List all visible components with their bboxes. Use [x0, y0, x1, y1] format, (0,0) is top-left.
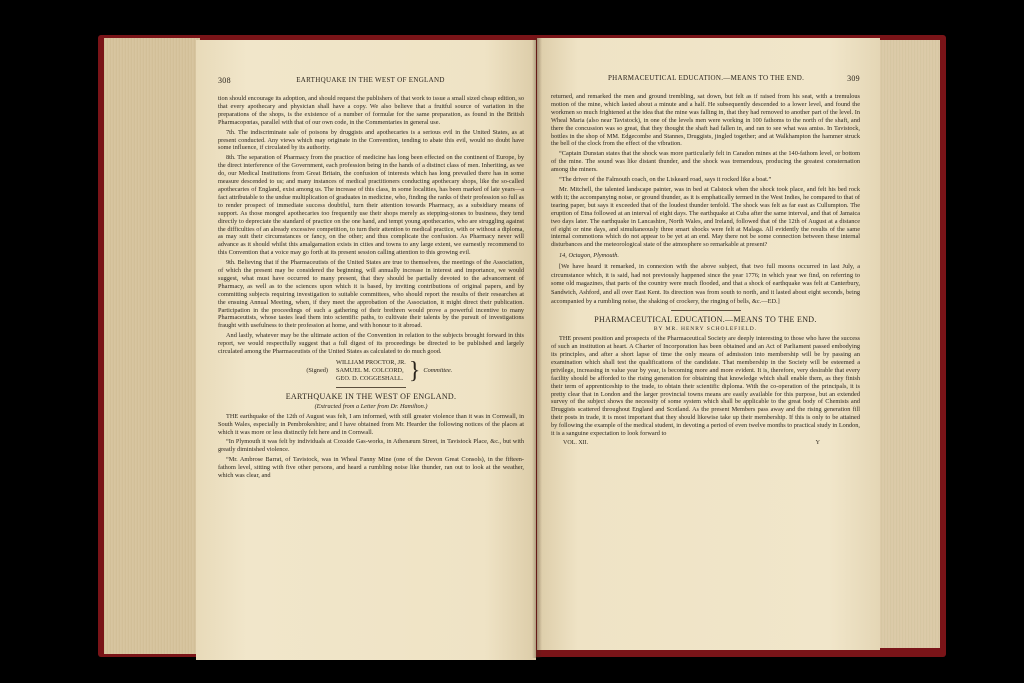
paragraph: “Mr. Ambrose Barrat, of Tavistock, was in Wheal Fanny Mine (one of the Devon Great Consols), in the fifteen-fathom level, sitting with five other persons, and heard a rumbling noise like thunder, ran out to look at the weather, which was clear, and: [218, 456, 524, 480]
paragraph: returned, and remarked the men and ground trembling, sat down, but felt as if raised from his seat, with a tremulous motion of the mine, which lasted about a minute and a half. He subsequently descended to a lower level, and found the workmen so much frightened at the idea that the mine was falling in, that they had removed to another part of the level. In Wheal Maria (also near Tavistock), in one of the levels men were working in 100 fathoms to the north of the shaft, and there the concussion was so great, that they thought the shaft had fallen in, and ran to see what was amiss. In Tavistock, bottles in the shop of MM. Edgecombe and Stannes, Druggists, jingled together; and at Walkhampton the hammer struck the bell of the clock from the effect of the vibration.: [551, 93, 860, 148]
paragraph: 7th. The indiscriminate sale of poisons by druggists and apothecaries is a serious evil in the United States, as at present conducted. Any views which may originate in the Convention, tending to abate this evil, would no doubt have some influence, if circulated by its authority.: [218, 128, 524, 152]
right-header-title: PHARMACEUTICAL EDUCATION.—MEANS TO THE END.: [607, 74, 805, 82]
paragraph: “In Plymouth it was felt by individuals at Coxside Gas-works, in Athenæum Street, in Tavistock Place, &c., but with greatly diminished violence.: [218, 438, 524, 454]
page-footer: [551, 440, 860, 446]
right-page-number: 309: [847, 74, 860, 83]
left-running-head: [218, 76, 524, 85]
paragraph: “Captain Dunstan states that the shock was more particularly felt in Caradon mines at the 140-fathom level, or bottom of the mine. The sound was like distant thunder, and the shock was tremendous, producing the greatest consternation among the miners.: [551, 150, 860, 174]
page-edges-right: [878, 40, 940, 648]
editor-note: [551, 263, 860, 306]
signature-block: [218, 359, 524, 383]
section-divider: [671, 310, 741, 311]
left-header-title: EARTHQUAKE IN THE WEST OF ENGLAND: [296, 76, 445, 84]
book-gutter: [532, 38, 542, 658]
paragraph: Mr. Mitchell, the talented landscape painter, was in bed at Calstock when the shock took place, and felt his bed rock with it; the accompanying noise, or ground thunder, as it is emphatically termed in the West Indies, he compared to that of tearing paper, but says it exceeded that of the loudest thunder tenfold. The shock was felt as far east as Cullumpton. The eruption of Etna followed at an interval of eight days. The earthquake at Cuba after the same interval, and that of Jamaica two days later. The earthquake in Lancashire, North Wales, and Ireland, followed that of the 12th of August at a distance of eight or nine days, and simultaneously three smart shocks were felt at Malaga. All evidently the results of the same internal commotions which do not appear to be yet at an end. May there not be some connection between these internal disturbances and the meteorological state of the atmosphere so remarkable at present?: [551, 185, 860, 249]
left-page-number: 308: [218, 76, 231, 85]
signer-list: [336, 359, 406, 383]
signer-name: WILLIAM PROCTOR, JR.: [336, 359, 406, 366]
paragraph: And lastly, whatever may be the ultimate action of the Convention in relation to the subjects brought forward in this report, we would respectfully suggest that a full digest of its proceedings be directed to be published and largely circulated among the Pharmaceutists of the United States as calculated to do much good.: [218, 332, 524, 356]
signer-name: GEO. D. COGGESHALL.: [336, 374, 404, 382]
location-line: 14, Octagon, Plymouth.: [559, 252, 619, 260]
section-title: PHARMACEUTICAL EDUCATION.—MEANS TO THE END.: [594, 315, 817, 325]
section-title: EARTHQUAKE IN THE WEST OF ENGLAND.: [285, 391, 457, 401]
signature-mark: Y: [815, 439, 820, 446]
section-divider: [336, 387, 406, 388]
paragraph: THE present position and prospects of the Pharmaceutical Society are deeply interesting to those who have the success of such an institution at heart. A Charter of Incorporation has been obtained and an Act of Parliament passed embodying its principles, and after a short lapse of time the only means of admission into membership will be by passing an examination which shall test the qualifications of the candidate. That membership in the Society will be esteemed a privilege, increasing in value year by year, is becoming more and more evident. It is, therefore, very desirable that every facility should be afforded to the rising generation for obtaining that knowledge which shall enable them, as they finish their term of apprenticeship to the trade, to obtain their scientific diploma. With the co-operation of the principals, it is pretty clear that in London and the larger provincial towns means are easily available for this purpose, but an extended survey of the subject shows the necessity of some system which shall be applicable to the great body of Chemists and Druggists scattered throughout England and Scotland. As the present Members pass away and the rising generation fill their posts in trade, it is most important that they should likewise take up their membership. If this is only to be attained by following the example of the medical student, in devoting a period of even twelve months to practical study in London, it is a sanguine expectation to look forward to: [551, 335, 860, 438]
volume-label: VOL. XII.: [563, 439, 589, 446]
section-subtitle: (Extracted from a Letter from Dr. Hamilton.): [314, 402, 428, 410]
page-edges-left: [104, 38, 200, 654]
paragraph: tion should encourage its adoption, and should request the publishers of that work to issue a small sized cheap edition, so that every apothecary and physician shall have a copy. We also believe that a fruitful source of variation in the preparations of the shops, is the existence of a number of formulæ for the same preparation, as found in the British Pharmacopœias, parallel with that of our own code, in the Commentaries in general use.: [218, 95, 524, 126]
paragraph: THE earthquake of the 12th of August was felt, I am informed, with still greater violence than it was in Cornwall, in South Wales, especially in Pembrokeshire; and I have obtained from Mr. Hearder the following notices of the places at which it was more or less distinctly felt here and in Cornwall.: [218, 412, 524, 436]
paragraph: 9th. Believing that if the Pharmaceutists of the United States are true to themselves, the meetings of the Association, of which the present may be considered the beginning, will annually increase in interest and importance, we would suggest, what must have occurred to many present, that they should be partially devoted to the advancement of Pharmacy, as well as to the sciences upon which it is based, by inviting contributions of original papers, and by committing subjects requiring investigation to suitable committees, who should report the results of their researches at the ensuing Annual Meeting, when, if they meet the approbation of the Association, it might direct their publication. Participation in the proceedings of such a gathering of their brethren would prove a powerful incentive to many Pharmaceutists, whose tastes lead them into scientific paths, to cultivate their talents by the pursuit of investigations fraught with usefulness to their profession at home, and with honour to it abroad.: [218, 259, 524, 330]
note-text: [We have heard it remarked, in connexion with the above subject, that two full moons occurred in last July, a circumstance which, it is said, had not previously happened since the year 1776; in which year we find, on referring to some old magazines, that parts of the country were much flooded, and that a shock of earthquake was felt at Canterbury, Sandwich, Ashford, and all over East Kent. Its direction was from south to north, and it lasted about eight seconds, being accompanied by a rumbling noise, the shaking of crockery, the ringing of bells, &c.—ED.]: [551, 263, 860, 305]
signed-label: (Signed): [306, 366, 328, 374]
paragraph: 8th. The separation of Pharmacy from the practice of medicine has long been effected on the continent of Europe, by the direct interference of the Government, each profession being in the hands of a distinct class of men. Inheriting, as we do, our Medical Institutions from Great Britain, the confusion of interests which has long prevailed there has in some measure descended to us; and many instances of medical practitioners conducting apothecary shops, like the so-called apothecaries of England, exist among us. The increase of this class, in some localities, has been marked of late years—a fact attributable to the undue multiplication of graduates in medicine, who, finding the ranks of their profession so full as to render prospect of immediate success doubtful, turn their attention towards Pharmacy, as a subsidiary means of support. As those mongrel apothecaries too frequently use their shops merely as stepping-stones to business, they tend directly to depreciate the standard of practice on the one hand, and tempt young apothecaries, who are struggling against the difficulties of an already excessive competition, to turn their attention to medical practice, with or without a diploma, as may suit their circumstances or fancy, on the other; and thus complicate the confusion. As Pharmacy never will advance as it should whilst this amalgamation exists in cities and towns to any large extent, we earnestly recommend to this Convention that a voice may go forth at its present session calling attention to this growing evil.: [218, 154, 524, 257]
signer-name: SAMUEL M. COLCORD,: [336, 366, 404, 374]
right-running-head: [551, 74, 860, 83]
paragraph: “The driver of the Falmouth coach, on the Liskeard road, says it rocked like a boat.”: [559, 176, 772, 184]
author-byline: BY MR. HENRY SCHOLEFIELD.: [653, 326, 758, 333]
committee-label: Committee.: [423, 366, 453, 374]
right-page: [537, 38, 880, 650]
brace-glyph: }: [408, 357, 421, 384]
left-page: [196, 40, 536, 660]
